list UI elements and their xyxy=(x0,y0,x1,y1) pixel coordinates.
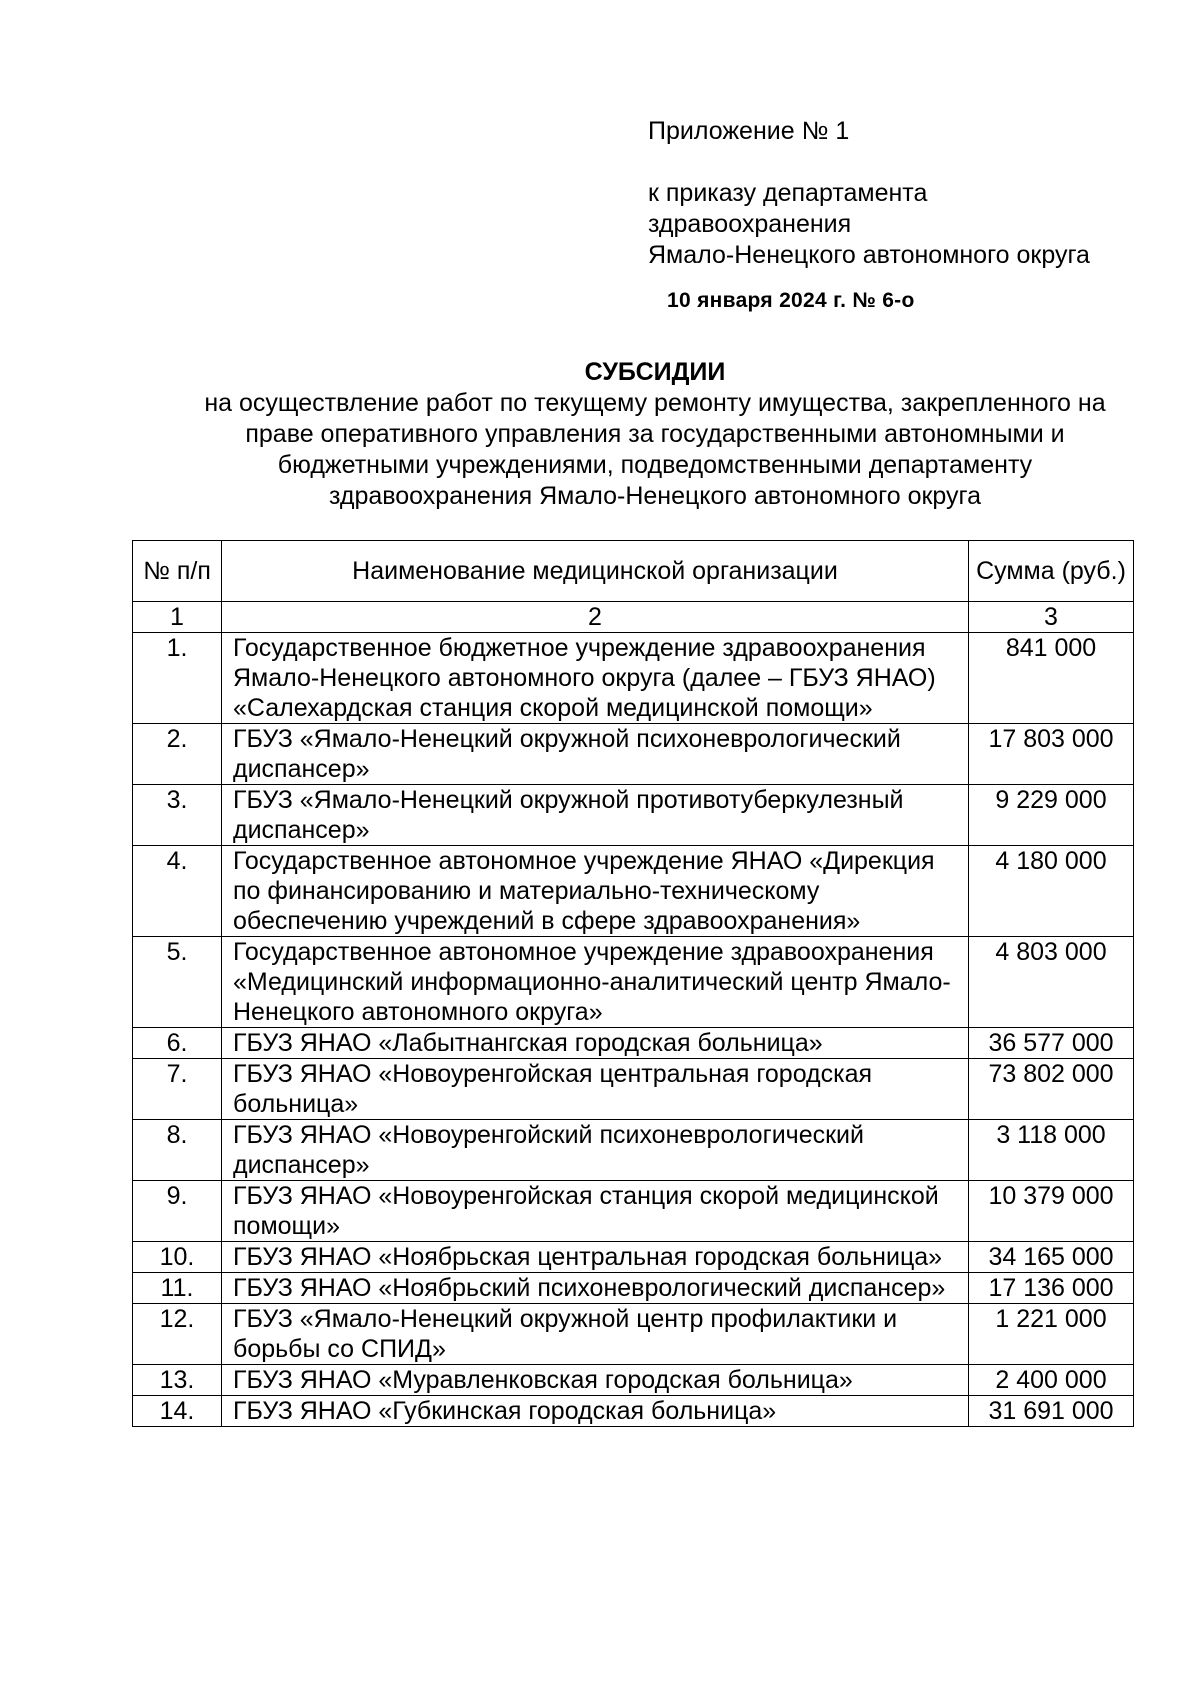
organization-name: ГБУЗ ЯНАО «Новоуренгойская станция скорой медицинской помощи» xyxy=(222,1181,969,1242)
document-heading xyxy=(165,357,1145,512)
subsidy-amount: 34 165 000 xyxy=(969,1242,1134,1273)
subsidy-amount: 31 691 000 xyxy=(969,1396,1134,1427)
organization-name: Государственное автономное учреждение ЯНАО «Дирекция по финансированию и материально-техническому обеспечению учреждений в сфере здравоохранения» xyxy=(222,846,969,937)
table-row xyxy=(133,1242,1134,1273)
organization-name: ГБУЗ ЯНАО «Ноябрьская центральная городская больница» xyxy=(222,1242,969,1273)
row-number: 14. xyxy=(133,1396,222,1427)
organization-name: ГБУЗ ЯНАО «Муравленковская городская больница» xyxy=(222,1365,969,1396)
row-number: 11. xyxy=(133,1273,222,1304)
organization-name: ГБУЗ «Ямало-Ненецкий окружной противотуберкулезный диспансер» xyxy=(222,785,969,846)
organization-name: ГБУЗ ЯНАО «Новоуренгойская центральная городская больница» xyxy=(222,1059,969,1120)
organization-name: ГБУЗ ЯНАО «Новоуренгойский психоневрологический диспансер» xyxy=(222,1120,969,1181)
organization-name: ГБУЗ ЯНАО «Ноябрьский психоневрологический диспансер» xyxy=(222,1273,969,1304)
subsidy-amount: 36 577 000 xyxy=(969,1028,1134,1059)
heading-line: праве оперативного управления за государственными автономными и xyxy=(245,420,1065,448)
column-number: 1 xyxy=(133,602,222,633)
header-name: Наименование медицинской организации xyxy=(222,541,969,602)
table-row xyxy=(133,1304,1134,1365)
subsidies-table xyxy=(132,540,1134,1427)
row-number: 10. xyxy=(133,1242,222,1273)
heading-line: бюджетными учреждениями, подведомственными департаменту xyxy=(277,451,1033,479)
row-number: 9. xyxy=(133,1181,222,1242)
row-number: 7. xyxy=(133,1059,222,1120)
appendix-line: к приказу департамента xyxy=(648,179,928,207)
column-number: 3 xyxy=(969,602,1134,633)
organization-name: ГБУЗ «Ямало-Ненецкий окружной психоневрологический диспансер» xyxy=(222,724,969,785)
subsidy-amount: 4 180 000 xyxy=(969,846,1134,937)
subsidy-amount: 17 136 000 xyxy=(969,1273,1134,1304)
organization-name: Государственное автономное учреждение здравоохранения «Медицинский информационно-аналитический центр Ямало-Ненецкого автономного округа» xyxy=(222,937,969,1028)
subsidy-amount: 4 803 000 xyxy=(969,937,1134,1028)
heading-line: на осуществление работ по текущему ремонту имущества, закрепленного на xyxy=(204,389,1106,417)
organization-name: ГБУЗ ЯНАО «Губкинская городская больница» xyxy=(222,1396,969,1427)
table-row xyxy=(133,1273,1134,1304)
subsidy-amount: 841 000 xyxy=(969,633,1134,724)
subsidy-amount: 2 400 000 xyxy=(969,1365,1134,1396)
subsidy-amount: 9 229 000 xyxy=(969,785,1134,846)
header-sum: Сумма (руб.) xyxy=(969,541,1134,602)
organization-name: ГБУЗ «Ямало-Ненецкий окружной центр профилактики и борьбы со СПИД» xyxy=(222,1304,969,1365)
row-number: 4. xyxy=(133,846,222,937)
table-row xyxy=(133,1365,1134,1396)
table-row xyxy=(133,1120,1134,1181)
table-row xyxy=(133,724,1134,785)
table-row xyxy=(133,1181,1134,1242)
subsidy-amount: 73 802 000 xyxy=(969,1059,1134,1120)
row-number: 5. xyxy=(133,937,222,1028)
table-row xyxy=(133,1028,1134,1059)
row-number: 13. xyxy=(133,1365,222,1396)
appendix-line: Ямало-Ненецкого автономного округа xyxy=(648,241,1090,269)
row-number: 6. xyxy=(133,1028,222,1059)
row-number: 12. xyxy=(133,1304,222,1365)
table-row xyxy=(133,937,1134,1028)
subsidy-amount: 3 118 000 xyxy=(969,1120,1134,1181)
row-number: 3. xyxy=(133,785,222,846)
subsidy-amount: 10 379 000 xyxy=(969,1181,1134,1242)
organization-name: Государственное бюджетное учреждение здравоохранения Ямало-Ненецкого автономного округа (далее – ГБУЗ ЯНАО) «Салехардская станция скорой медицинской помощи» xyxy=(222,633,969,724)
table-row xyxy=(133,1396,1134,1427)
row-number: 8. xyxy=(133,1120,222,1181)
table-header-row xyxy=(133,541,1134,602)
column-number: 2 xyxy=(222,602,969,633)
table-row xyxy=(133,633,1134,724)
appendix-block xyxy=(648,116,1168,271)
subsidy-amount: 1 221 000 xyxy=(969,1304,1134,1365)
table-row xyxy=(133,785,1134,846)
organization-name: ГБУЗ ЯНАО «Лабытнангская городская больница» xyxy=(222,1028,969,1059)
row-number: 1. xyxy=(133,633,222,724)
document-title: СУБСИДИИ xyxy=(584,358,726,386)
column-numbers-row xyxy=(133,602,1134,633)
order-date-number: 10 января 2024 г. № 6-о xyxy=(667,289,915,312)
appendix-line: здравоохранения xyxy=(648,210,852,238)
subsidy-amount: 17 803 000 xyxy=(969,724,1134,785)
table-row xyxy=(133,846,1134,937)
row-number: 2. xyxy=(133,724,222,785)
header-num: № п/п xyxy=(133,541,222,602)
appendix-title: Приложение № 1 xyxy=(648,117,850,145)
table-row xyxy=(133,1059,1134,1120)
heading-line: здравоохранения Ямало-Ненецкого автономного округа xyxy=(328,482,982,510)
